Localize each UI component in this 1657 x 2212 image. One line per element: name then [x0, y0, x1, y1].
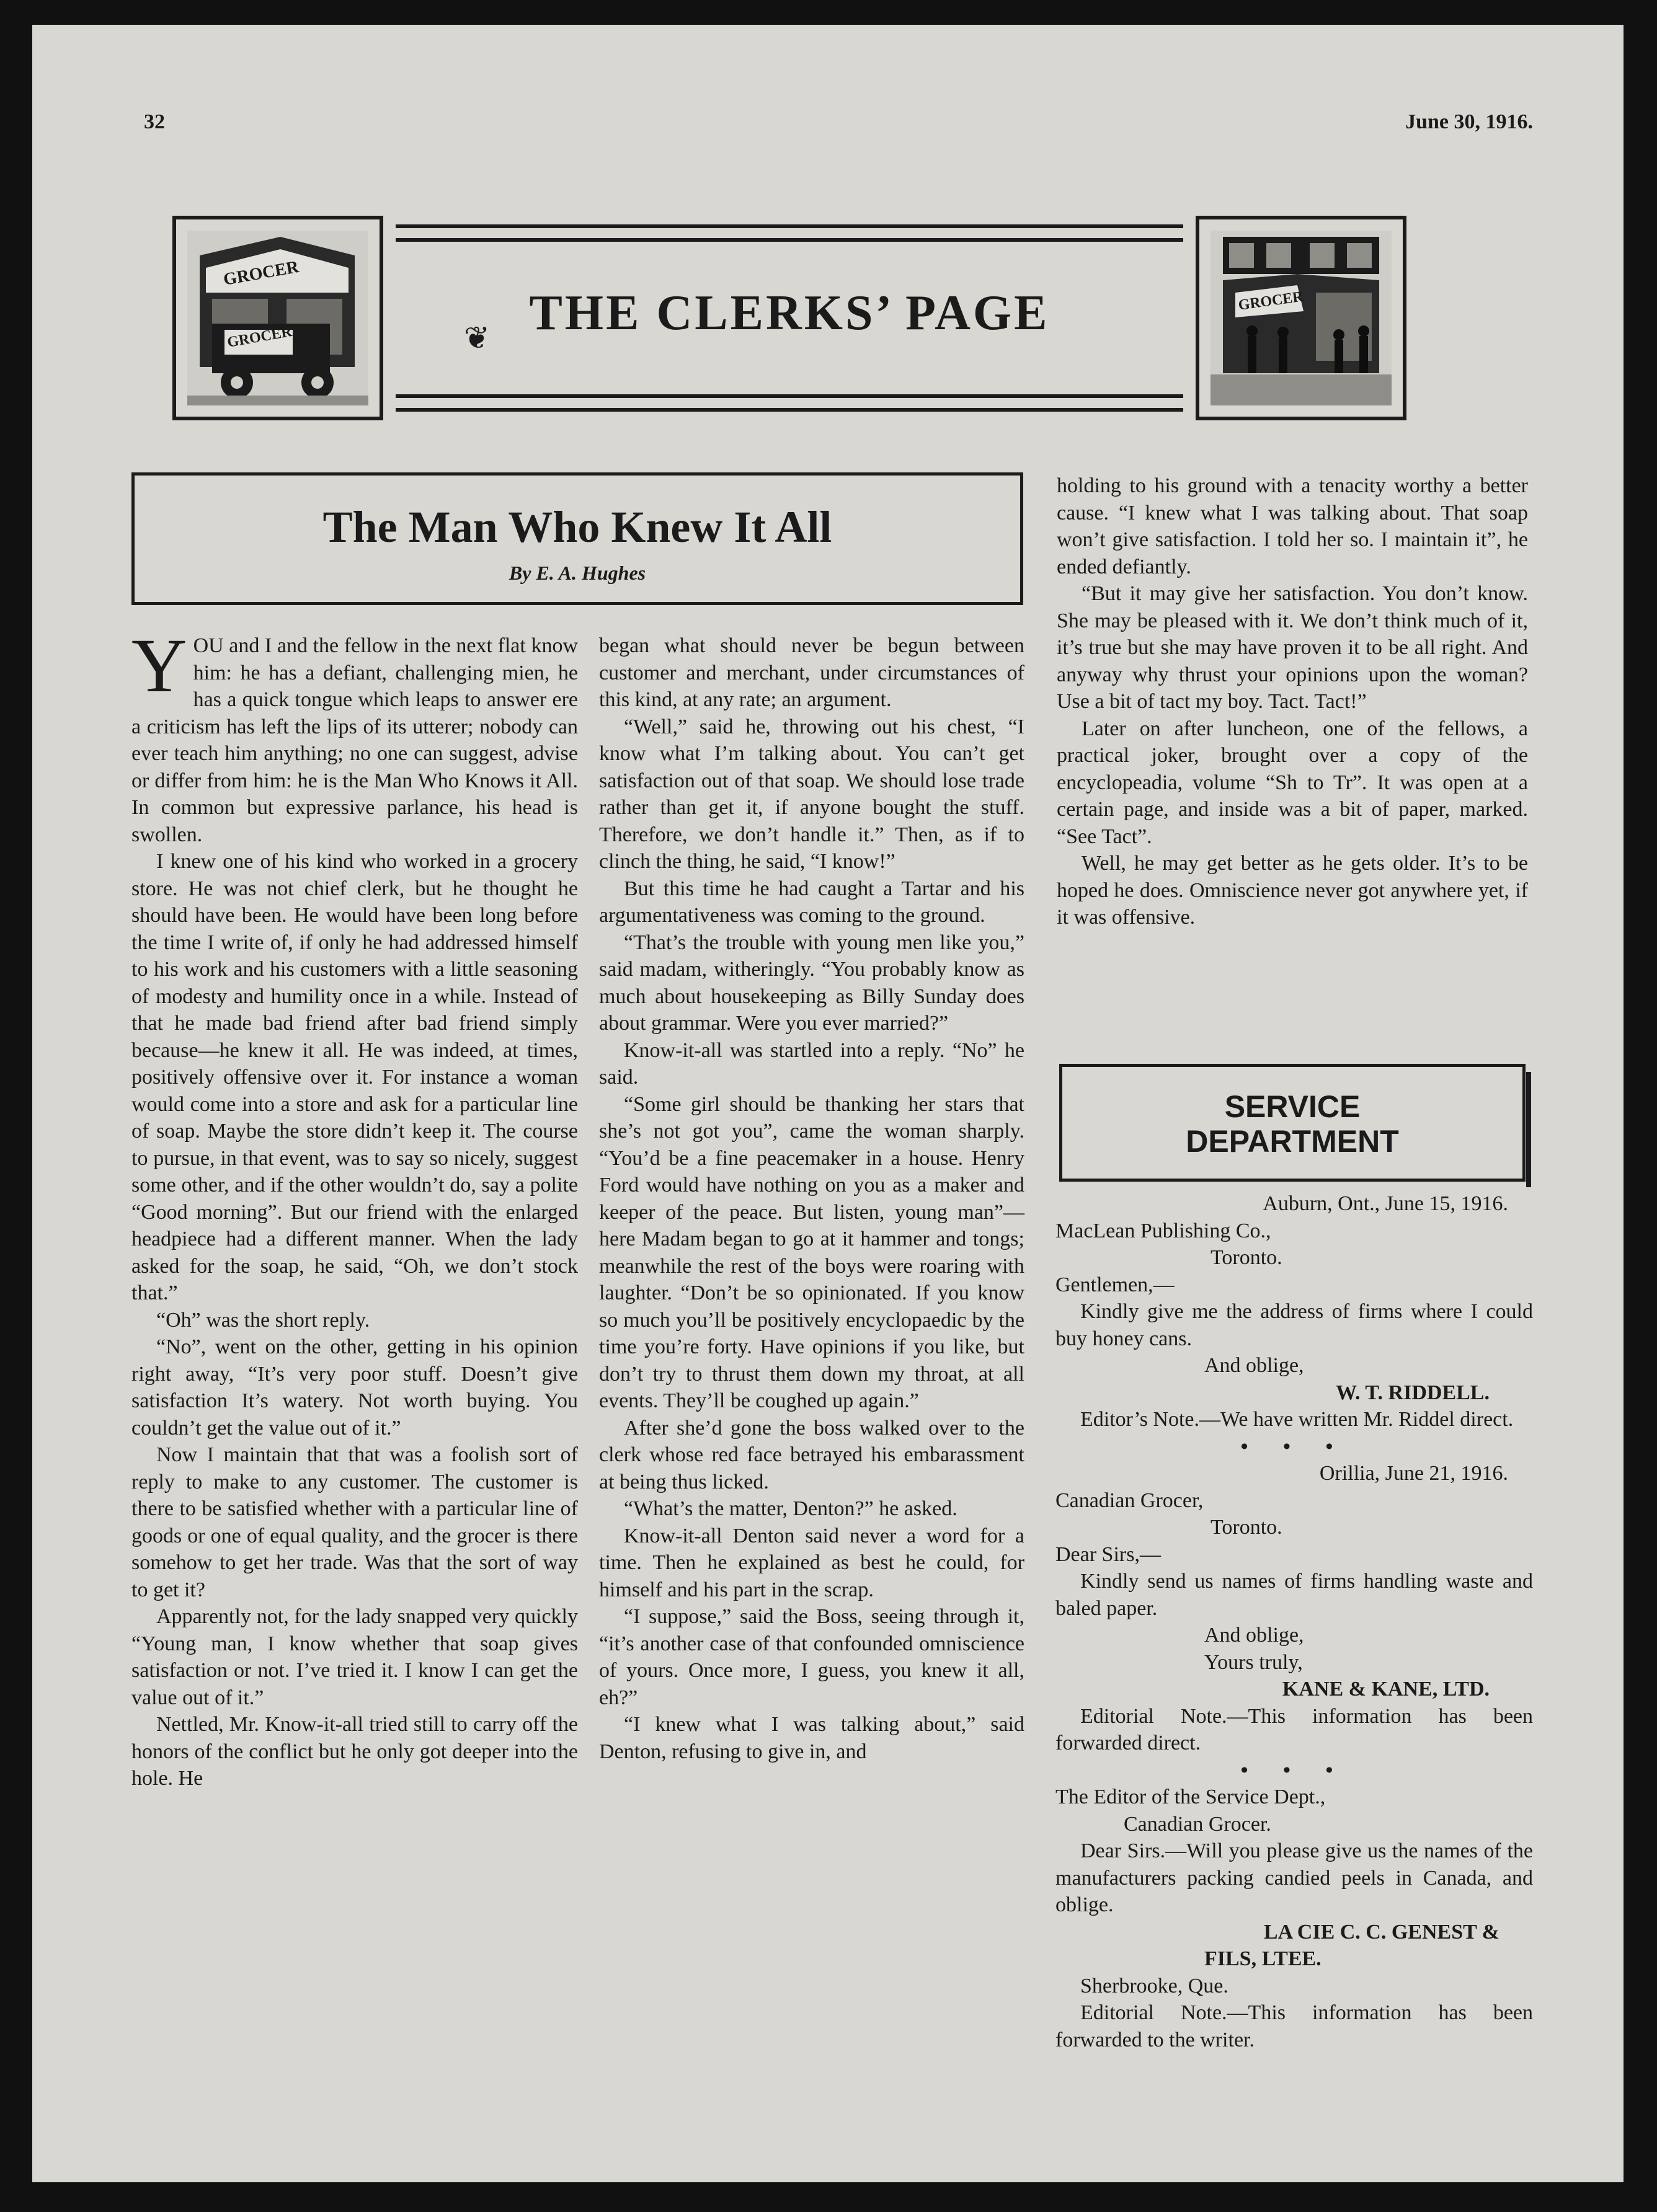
letter-date: Orillia, June 21, 1916. [1319, 1462, 1508, 1485]
article-paragraph: “No”, went on the other, getting in his opinion right away, “It’s very poor stuff. Doesn’t give satisfaction It’s watery. Not worth buying. You couldn’t get the value out of it.” [131, 1335, 578, 1440]
article-paragraph: “Well,” said he, throwing out his chest, “I know what I’m talking about. You can’t get satisfaction out of that soap. We should lose trade rather than get it, if anyone bought the stuff. Therefore, we don’t handle it.” Then, as if to clinch the thing, he said, “I know!” [599, 715, 1024, 873]
decorative-ornament-icon: ❦ [464, 321, 490, 355]
letter-place: Sherbrooke, Que. [1080, 1974, 1228, 1997]
article-title: The Man Who Knew It All [322, 502, 832, 552]
letter-salutation: Gentlemen,— [1055, 1273, 1175, 1296]
page-number: 32 [144, 110, 165, 133]
letter-signature: LA CIE C. C. GENEST & [1263, 1920, 1499, 1944]
grocery-storefront-illustration [1196, 216, 1406, 420]
article-title-box [131, 472, 1023, 605]
letter-addressee-city: Toronto. [1211, 1516, 1282, 1539]
article-paragraph: Know-it-all Denton said never a word for a time. Then he explained as best he could, for himself and his part in the scrap. [599, 1524, 1024, 1601]
service-letters [1055, 1190, 1533, 2053]
service-department-heading: SERVICE DEPARTMENT [1059, 1064, 1526, 1182]
editor-note: Editorial Note.—This information has been forwarded to the writer. [1055, 2001, 1533, 2051]
letter-addressee-city: Toronto. [1211, 1246, 1282, 1269]
banner-top-rule [396, 224, 1183, 242]
article-paragraph: Well, he may get better as he gets older. It’s to be hoped he does. Omniscience never got anywhere yet, if it was offensive. [1057, 852, 1528, 929]
article-paragraph: I knew one of his kind who worked in a grocery store. He was not chief clerk, but he thought he should have been. He would have been long before the time I write of, if only he had addressed himself to his work and his customers with a little seasoning of modesty and humility once in a while. Instead of that he made bad friend after bad friend simply because—he knew it all. He was indeed, at times, positively offensive over it. For instance a woman would come into a store and ask for a particular line of soap. Maybe the store didn’t keep it. The course to pursue, in that event, was to say so nicely, suggest some other, and if the other wouldn’t do, say a polite “Good morning”. But our friend with the enlarged headpiece had a different manner. When the lady asked for the soap, he said, “Oh, we don’t stock that.” [131, 850, 578, 1304]
letter-addressee: The Editor of the Service Dept., [1055, 1785, 1326, 1808]
letter-closing: Yours truly, [1204, 1650, 1303, 1674]
letter-date: Auburn, Ont., June 15, 1916. [1263, 1192, 1508, 1215]
store-corner-icon [1211, 231, 1392, 405]
letter-salutation: Dear Sirs,— [1055, 1542, 1161, 1566]
store-sign-text: GROCER [1237, 288, 1305, 314]
article-paragraph: But this time he had caught a Tartar and his argumentativeness was coming to the ground. [599, 877, 1024, 927]
letter-signature: KANE & KANE, LTD. [1282, 1678, 1490, 1701]
letter-body: Kindly send us names of firms handling waste and baled paper. [1055, 1570, 1533, 1620]
editor-note: Editorial Note.—This information has been forwarded direct. [1055, 1704, 1533, 1754]
article-paragraph: Know-it-all was startled into a reply. “No” he said. [599, 1038, 1024, 1089]
issue-date: June 30, 1916. [1405, 110, 1533, 133]
article-paragraph: “I suppose,” said the Boss, seeing through it, “it’s another case of that confounded omniscience of yours. Once more, I guess, you knew it all, eh?” [599, 1605, 1024, 1709]
article-paragraph: Later on after luncheon, one of the fellows, a practical joker, brought over a copy of the encyclopeadia, volume “Sh to Tr”. It was open at a certain page, and inside was a bit of paper, marked. “See Tact”. [1057, 717, 1528, 848]
article-paragraph: holding to his ground with a tenacity worthy a better cause. “I knew what I was talking about. That soap won’t give satisfaction. I told her so. I maintain it”, he ended defiantly. [1057, 474, 1528, 578]
article-paragraph: “I knew what I was talking about,” said Denton, refusing to give in, and [599, 1713, 1024, 1763]
letter-signature: W. T. RIDDELL. [1336, 1381, 1490, 1404]
article-column-2 [599, 632, 1024, 1765]
letter-body: Kindly give me the address of firms where I could buy honey cans. [1055, 1300, 1533, 1350]
section-banner [172, 216, 1406, 420]
letter-body: Dear Sirs.—Will you please give us the names of the manufacturers packing candied peels in Canada, and oblige. [1055, 1839, 1533, 1916]
article-column-1 [131, 623, 578, 1792]
article-paragraph: YOU and I and the fellow in the next flat know him: he has a defiant, challenging mien, he has a quick tongue which leaps to answer ere a criticism has left the lips of its utterer; nobody can ever teach him anything; no one can suggest, advise or differ from him: he is the Man Who Knows it All. In common but expressive parlance, his head is swollen. [131, 623, 578, 846]
article-paragraph: “What’s the matter, Denton?” he asked. [624, 1497, 957, 1520]
separator-bullets: • • • [1240, 1435, 1348, 1458]
editor-note: Editor’s Note.—We have written Mr. Riddel direct. [1080, 1408, 1514, 1431]
article-paragraph: “That’s the trouble with young men like you,” said madam, witheringly. “You probably know as much about housekeeping as Billy Sunday does about grammar. Were you ever married?” [599, 931, 1024, 1035]
separator-bullets: • • • [1240, 1758, 1348, 1782]
letter-addressee: MacLean Publishing Co., [1055, 1219, 1271, 1242]
magazine-page [32, 25, 1624, 2182]
grocer-storefront-icon [187, 231, 368, 405]
drop-cap: Y [131, 623, 187, 708]
article-paragraph: Now I maintain that that was a foolish sort of reply to make to any customer. The customer is there to be satisfied whether with a particular line of goods or one of equal quality, and the grocer is there somehow to get her trade. Was that the sort of way to get it? [131, 1443, 578, 1601]
article-paragraph: Apparently not, for the lady snapped very quickly “Young man, I know whether that soap gives satisfaction or not. I’ve tried it. I know I can get the value out of it.” [131, 1605, 578, 1709]
article-paragraph: “But it may give her satisfaction. You don’t know. She may be pleased with it. We don’t think much of it, it’s true but she may have proven it to be all right. And anyway why thrust your opinions upon the woman? Use a bit of tact my boy. Tact. Tact!” [1057, 582, 1528, 713]
article-paragraph: “Oh” was the short reply. [156, 1308, 370, 1332]
sign-text-upper: GROCER [221, 257, 301, 290]
letter-signature: FILS, LTEE. [1204, 1947, 1322, 1970]
letter-closing: And oblige, [1204, 1354, 1304, 1377]
article-paragraph: “Some girl should be thanking her stars that she’s not got you”, came the woman sharply. “You’d be a fine peacemaker in a house. Henry Ford would have nothing on you as a maker and keeper of the peace. But listen, young man”—here Madam began to go at it hammer and tongs; meanwhile the rest of the boys were roaring with laughter. “Don’t be so opinionated. If you know so much you’ll be positively encyclopaedic by the time you’re forty. Have opinions if you like, but don’t try to thrust them down my throat, at all events. They’ll be coughed up again.” [599, 1092, 1024, 1412]
letter-closing: And oblige, [1204, 1624, 1304, 1647]
letter-addressee-city: Canadian Grocer. [1124, 1812, 1271, 1836]
letter-addressee: Canadian Grocer, [1055, 1489, 1204, 1512]
article-paragraph: After she’d gone the boss walked over to the clerk whose red face betrayed his embarassment at being thus licked. [599, 1416, 1024, 1493]
article-byline: By E. A. Hughes [509, 562, 646, 584]
sign-text-truck: GROCER [226, 324, 293, 351]
article-paragraph: began what should never be begun between customer and merchant, under circumstances of this kind, at any rate; an argument. [599, 634, 1024, 711]
section-title: THE CLERKS’ PAGE [529, 286, 1050, 340]
banner-bottom-rule [396, 394, 1183, 412]
article-paragraph: Nettled, Mr. Know-it-all tried still to carry off the honors of the conflict but he only got deeper into the hole. He [131, 1713, 578, 1790]
grocer-truck-illustration [172, 216, 383, 420]
article-column-3 [1057, 472, 1528, 931]
